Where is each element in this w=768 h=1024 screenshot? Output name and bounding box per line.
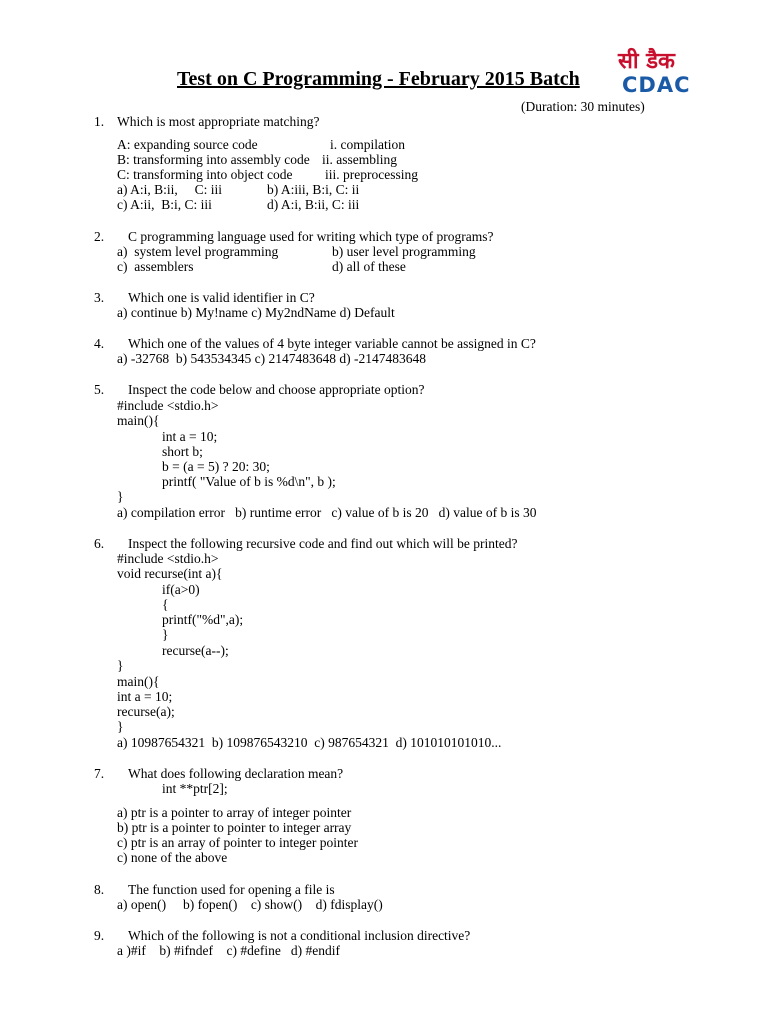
option-line: c) A:ii, B:i, C: iii	[117, 197, 212, 212]
option-line: a) -32768 b) 543534345 c) 2147483648 d) -2147483648	[117, 351, 426, 366]
question-number: 8.	[94, 882, 105, 897]
option-line: iii. preprocessing	[325, 167, 418, 182]
question-text: C programming language used for writing which type of programs?	[128, 229, 494, 244]
option-line: a) compilation error b) runtime error c) value of b is 20 d) value of b is 30	[117, 505, 537, 520]
question-number: 3.	[94, 290, 105, 305]
option-line: a) 10987654321 b) 109876543210 c) 987654321 d) 101010101010...	[117, 735, 502, 750]
option-line: a) ptr is a pointer to array of integer pointer	[117, 805, 352, 820]
code-line: #include <stdio.h>	[117, 398, 219, 413]
option-line: d) all of these	[332, 259, 406, 274]
option-line: d) A:i, B:ii, C: iii	[267, 197, 360, 212]
option-line: b) user level programming	[332, 244, 476, 259]
logo-hindi-text: सी डैक	[618, 49, 675, 74]
question-text: Which of the following is not a conditional inclusion directive?	[128, 928, 471, 943]
question-number: 6.	[94, 536, 105, 551]
question-number: 7.	[94, 766, 105, 781]
code-line: void recurse(int a){	[117, 566, 223, 581]
question-number: 4.	[94, 336, 105, 351]
code-line: #include <stdio.h>	[117, 551, 219, 566]
option-line: a) system level programming	[117, 244, 279, 259]
option-line: B: transforming into assembly code	[117, 152, 310, 167]
option-line: a) open() b) fopen() c) show() d) fdisplay()	[117, 897, 383, 912]
option-line: c) ptr is an array of pointer to integer pointer	[117, 835, 359, 850]
code-line: }	[162, 627, 169, 642]
code-line: {	[162, 597, 169, 612]
question-text: Inspect the following recursive code and find out which will be printed?	[128, 536, 518, 551]
question-number: 9.	[94, 928, 105, 943]
question-text: Inspect the code below and choose appropriate option?	[128, 382, 425, 397]
logo-cdac-text: CDAC	[622, 73, 691, 96]
code-line: }	[117, 658, 124, 673]
code-line: b = (a = 5) ? 20: 30;	[162, 459, 270, 474]
option-line: b) ptr is a pointer to pointer to integer array	[117, 820, 352, 835]
code-line: main(){	[117, 413, 160, 428]
code-line: }	[117, 719, 124, 734]
question-text: Which one is valid identifier in C?	[128, 290, 315, 305]
option-line: ii. assembling	[322, 152, 397, 167]
option-line: a) A:i, B:ii, C: iii	[117, 182, 223, 197]
code-line: printf("%d",a);	[162, 612, 244, 627]
code-line: recurse(a--);	[162, 643, 229, 658]
code-line: if(a>0)	[162, 582, 200, 597]
option-line: a) continue b) My!name c) My2ndName d) Default	[117, 305, 395, 320]
code-line: }	[117, 489, 124, 504]
option-line: c) none of the above	[117, 850, 228, 865]
question-text: Which is most appropriate matching?	[117, 114, 320, 129]
option-line: b) A:iii, B:i, C: ii	[267, 182, 360, 197]
question-number: 5.	[94, 382, 105, 397]
code-line: recurse(a);	[117, 704, 175, 719]
code-line: int a = 10;	[117, 689, 173, 704]
page-title: Test on C Programming - February 2015 Batch	[177, 68, 580, 90]
question-number: 1.	[94, 114, 105, 129]
question-text: The function used for opening a file is	[128, 882, 335, 897]
code-line: printf( "Value of b is %d\n", b );	[162, 474, 336, 489]
option-line: c) assemblers	[117, 259, 194, 274]
question-number: 2.	[94, 229, 105, 244]
code-line: int **ptr[2];	[162, 781, 228, 796]
test-duration: (Duration: 30 minutes)	[521, 99, 645, 114]
option-line: C: transforming into object code	[117, 167, 293, 182]
option-line: a )#if b) #ifndef c) #define d) #endif	[117, 943, 341, 958]
code-line: short b;	[162, 444, 203, 459]
cdac-logo	[616, 44, 700, 96]
option-line: A: expanding source code	[117, 137, 258, 152]
question-text: What does following declaration mean?	[128, 766, 344, 781]
option-line: i. compilation	[330, 137, 405, 152]
question-text: Which one of the values of 4 byte integer variable cannot be assigned in C?	[128, 336, 536, 351]
code-line: main(){	[117, 674, 160, 689]
code-line: int a = 10;	[162, 429, 218, 444]
